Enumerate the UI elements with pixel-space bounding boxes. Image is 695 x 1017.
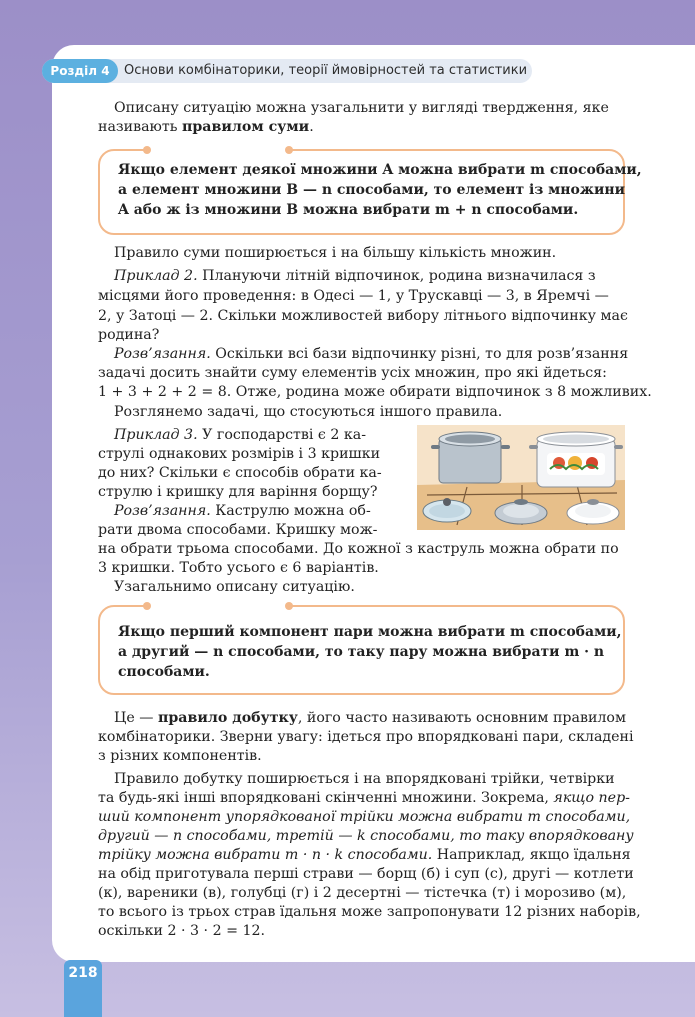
steel-pot xyxy=(431,432,510,483)
product-extend-text: Наприклад, якщо їдальня xyxy=(432,847,631,863)
product-extend-line5 xyxy=(98,846,631,865)
solution2-line2: задачі досить знайти суму елементів усіх множин, про які йдеться: xyxy=(98,365,607,381)
box-dot xyxy=(285,146,293,154)
product-note-line3: з різних компонентів. xyxy=(98,748,262,764)
product-extend-line1: Правило добутку поширюється і на впорядковані трійки, четвірки xyxy=(114,771,615,787)
example2-line3: 2, у Затоці — 2. Скільки можливостей вибору літнього відпочинку має xyxy=(98,308,628,324)
example2-line1 xyxy=(114,267,596,286)
sum-extend: Правило суми поширюється і на більшу кількість множин. xyxy=(114,245,557,261)
product-extend-line9: оскільки 2 · 3 · 2 = 12. xyxy=(98,923,266,939)
example3-line4: струлю і кришку для варіння борщу? xyxy=(98,484,378,500)
product-note-text: , його часто називають основним правилом xyxy=(297,710,626,726)
example2-label: Приклад 2. xyxy=(114,268,198,284)
intro-line1: Описану ситуацію можна узагальнити у вигляді твердження, яке xyxy=(114,100,609,116)
product-note-text: Це — xyxy=(114,710,158,726)
section-tag: Розділ 4 xyxy=(42,59,118,83)
term-product-rule: правило добутку xyxy=(157,710,298,726)
solution3-text: Каструлю можна об- xyxy=(210,503,371,519)
solution3-line2: рати двома способами. Кришку мож- xyxy=(98,522,378,538)
example3-line1 xyxy=(114,426,366,445)
next-rule-intro: Розглянемо задачі, що стосуються іншого правила. xyxy=(114,404,503,420)
box-dot xyxy=(143,146,151,154)
example3-label: Приклад 3. xyxy=(114,427,198,443)
product-extend-line3: ший компонент упорядкованої трійки можна вибрати m способами, xyxy=(98,809,631,825)
intro-punct: . xyxy=(309,119,314,135)
solution3-label: Розв’язання. xyxy=(114,503,211,519)
product-rule-line3: способами. xyxy=(118,664,210,680)
example3-line3: до них? Скільки є способів обрати ка- xyxy=(98,465,382,481)
product-note-line2: комбінаторики. Зверни увагу: ідеться про впорядковані пари, складені xyxy=(98,729,634,745)
box-dot xyxy=(143,602,151,610)
product-extend-line7: (к), вареники (в), голубці (г) і 2 десертні — тістечка (т) і морозиво (м), xyxy=(98,885,627,901)
sum-rule-line3: A або ж із множини B можна вибрати m + n способами. xyxy=(118,202,579,218)
product-extend-line4: другий — n способами, третій — k способами, то таку впорядковану xyxy=(98,828,634,844)
example2-text: Плануючи літній відпочинок, родина визначилася з xyxy=(197,268,596,284)
solution2-text: Оскільки всі бази відпочинку різні, то для розв’язання xyxy=(210,346,629,362)
section-title: Основи комбінаторики, теорії ймовірностей та статистики xyxy=(124,63,528,78)
solution3-line4: 3 кришки. Тобто усього є 6 варіантів. xyxy=(98,560,379,576)
term-sum-rule: правилом суми xyxy=(182,119,310,135)
example3-line2: стрyлі однакових розмірів і 3 кришки xyxy=(98,446,381,462)
product-rule-line1: Якщо перший компонент пари можна вибрати m способами, xyxy=(118,624,622,640)
generalize: Узагальнимо описану ситуацію. xyxy=(114,579,355,595)
intro-line2 xyxy=(98,118,314,137)
product-extend-line2 xyxy=(98,789,630,808)
box-dot xyxy=(285,602,293,610)
solution3-line3: на обрати трьома способами. До кожної з каструль можна обрати по xyxy=(98,541,619,557)
product-extend-line6: на обід приготувала перші страви — борщ (б) і суп (с), другі — котлети xyxy=(98,866,634,882)
solution2-line1 xyxy=(114,345,628,364)
product-extend-italic: трійку можна вибрати m · n · k способами. xyxy=(98,847,433,863)
enamel-pot xyxy=(529,432,623,487)
product-rule-line2: а другий — n способами, то таку пару можна вибрати m · n xyxy=(118,644,605,660)
pots-and-lids-illustration xyxy=(417,425,625,530)
product-note-line1 xyxy=(114,709,626,728)
sum-rule-line1: Якщо елемент деякої множини A можна вибрати m способами, xyxy=(118,162,642,178)
solution3-line1 xyxy=(114,502,371,521)
solution2-label: Розв’язання. xyxy=(114,346,211,362)
example2-line4: родина? xyxy=(98,327,160,343)
example3-text: У господарстві є 2 ка- xyxy=(197,427,367,443)
sum-rule-line2: а елемент множини B — n способами, то елемент із множини xyxy=(118,182,626,198)
page-number: 218 xyxy=(64,960,102,1017)
product-extend-text: та будь-які інші впорядковані скінченні множини. Зокрема, xyxy=(98,790,554,806)
intro-text: називають xyxy=(98,119,182,135)
product-extend-italic: якщо пер- xyxy=(553,790,630,806)
example2-line2: місцями його проведення: в Одесі — 1, у Трускавці — 3, в Яремчі — xyxy=(98,288,609,304)
product-extend-line8: то всього із трьох страв їдальня може запропонувати 12 різних наборів, xyxy=(98,904,641,920)
solution2-line3: 1 + 3 + 2 + 2 = 8. Отже, родина може обирати відпочинок з 8 можливих. xyxy=(98,384,652,400)
